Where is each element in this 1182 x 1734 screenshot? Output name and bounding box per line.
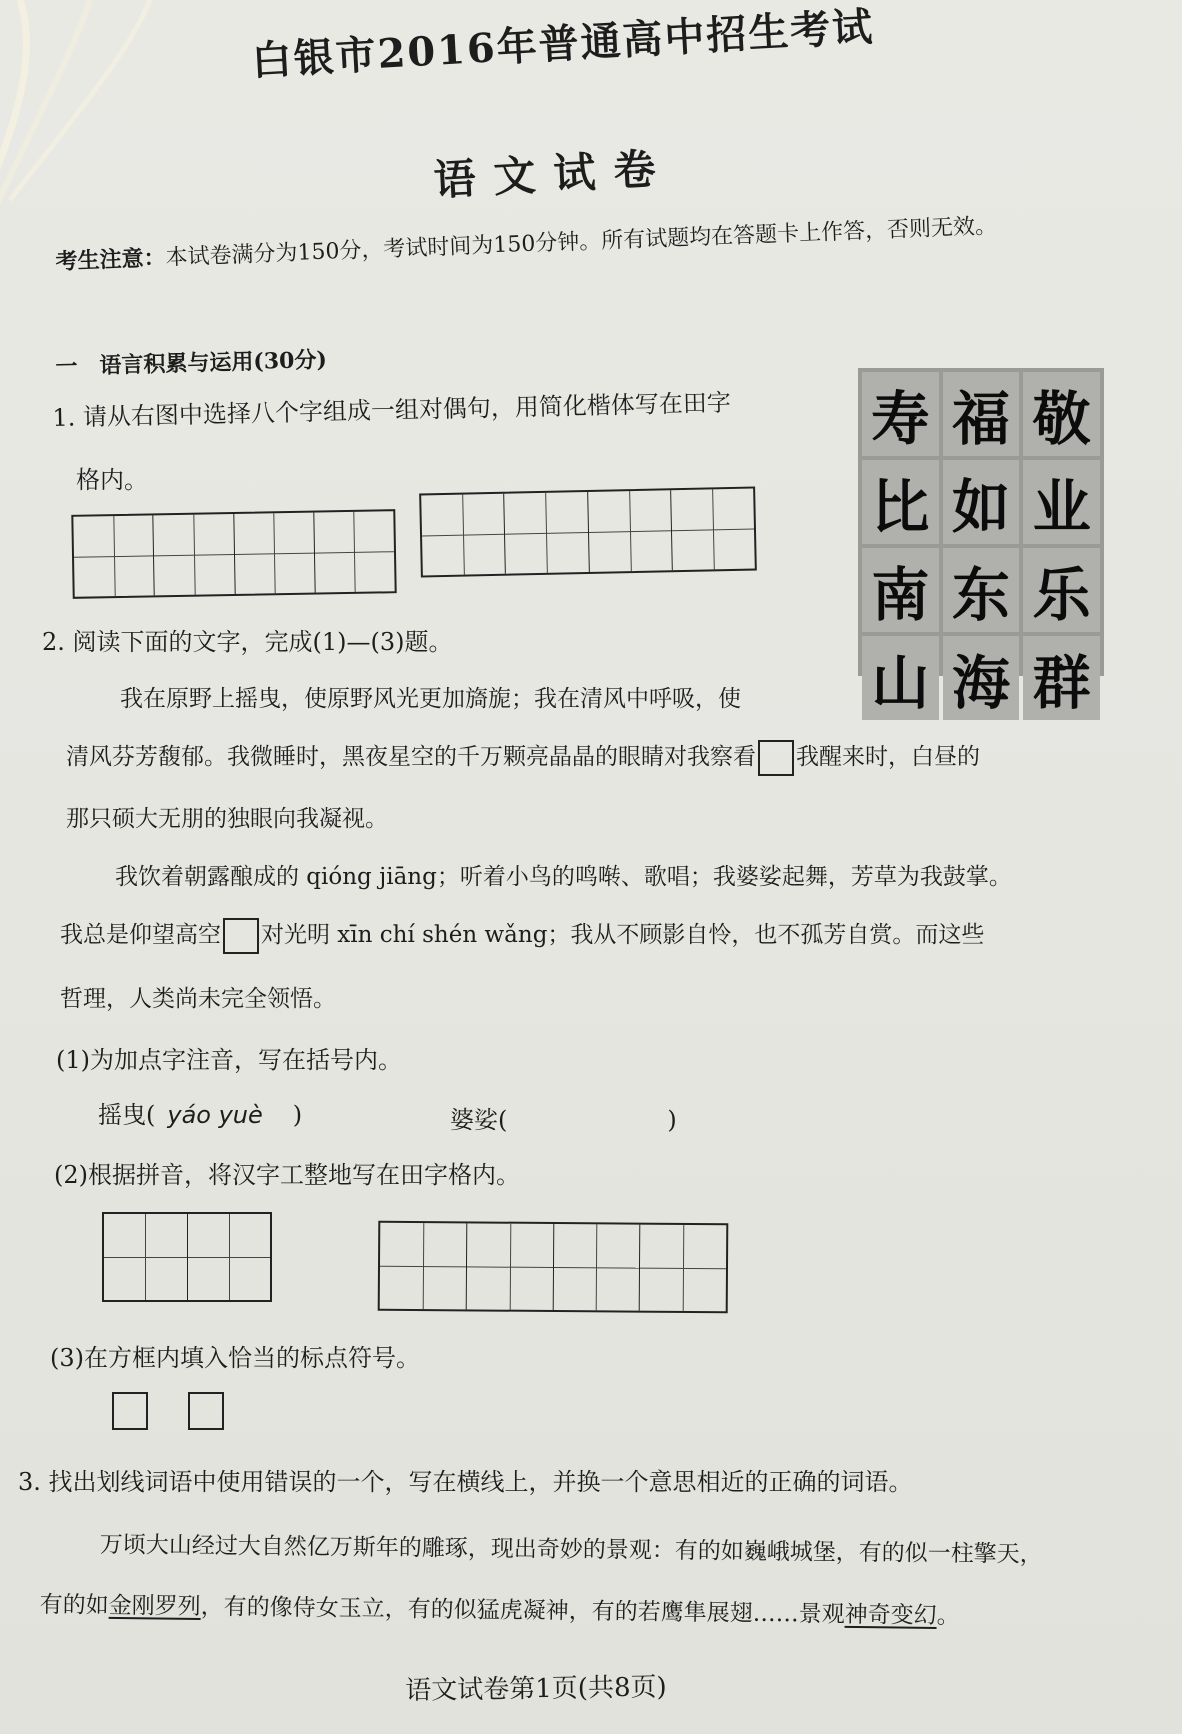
q2-p1c: 那只硕大无朋的独眼向我凝视。 [66, 806, 388, 832]
q3-line1: 3. 找出划线词语中使用错误的一个，写在横线上，并换一个意思相近的正确的词语。 [18, 1468, 913, 1496]
q2-sub2: (2)根据拼音，将汉字工整地写在田字格内。 [54, 1161, 520, 1189]
q2-sub3: (3)在方框内填入恰当的标点符号。 [50, 1344, 420, 1372]
calligraphy-char: 南 [862, 548, 939, 632]
q3-p2-mid: ，有的像侍女玉立，有的似猛虎凝神，有的若鹰隼展翅……景观 [200, 1593, 845, 1628]
exam-subtitle: 语文试卷 [432, 143, 675, 205]
binding-string [0, 0, 220, 240]
answer-box-1[interactable] [112, 1392, 148, 1430]
section-1-title: 一 语言积累与运用(30分) [55, 346, 328, 380]
q2-intro: 2. 阅读下面的文字，完成(1)—(3)题。 [42, 628, 453, 656]
q2-grid-qiongjiang[interactable] [102, 1212, 272, 1302]
q2-p1b-pre: 清风芬芳馥郁。我微睡时，黑夜星空的千万颗亮晶晶的眼睛对我察看 [66, 744, 756, 770]
punctuation-box-2[interactable] [223, 918, 259, 954]
q1-grid-right[interactable] [419, 486, 757, 577]
calligraphy-char: 群 [1023, 636, 1100, 720]
calligraphy-char: 福 [943, 372, 1020, 456]
exam-title: 白银市2016年普通高中招生考试 [250, 3, 876, 85]
word-yaoye: 摇曳( [98, 1101, 156, 1129]
q2-p2b-pre: 我总是仰望高空 [60, 922, 221, 948]
q2-sub1: (1)为加点字注音，写在括号内。 [56, 1046, 402, 1074]
q3-p1: 万顷大山经过大自然亿万斯年的雕琢，现出奇妙的景观：有的如巍峨城堡，有的似一柱擎天， [99, 1531, 1043, 1568]
q2-p2b [60, 916, 984, 954]
q3-p2-end: 。 [936, 1602, 960, 1630]
calligraphy-char: 如 [943, 460, 1020, 544]
q2-p2c: 哲理，人类尚未完全领悟。 [60, 986, 336, 1012]
calligraphy-char: 东 [943, 548, 1020, 632]
notice-label: 考生注意： [55, 244, 167, 275]
q1-line1: 1. 请从右图中选择八个字组成一组对偶句，用简化楷体写在田字 [52, 388, 732, 432]
calligraphy-char: 乐 [1023, 548, 1100, 632]
close-paren-1: ) [292, 1101, 303, 1129]
q1-line2: 格内。 [76, 466, 148, 494]
word-posuo: 婆娑( [450, 1106, 508, 1134]
q2-p2a: 我饮着朝露酿成的 qióng jiāng；听着小鸟的鸣啭、歌唱；我婆娑起舞，芳草为我鼓掌。 [115, 864, 1012, 890]
page-footer: 语文试卷第1页(共8页) [405, 1672, 667, 1706]
calligraphy-char: 海 [943, 636, 1020, 720]
q2-p2b-post: 对光明 xīn chí shén wǎng；我从不顾影自怜，也不孤芳自赏。而这些 [261, 922, 985, 948]
calligraphy-char: 寿 [862, 372, 939, 456]
close-paren-2: ) [667, 1106, 677, 1134]
q2-sub1-answer [98, 1095, 302, 1130]
handwritten-pinyin: yáo yuè [167, 1101, 263, 1129]
punctuation-box-1[interactable] [758, 740, 794, 776]
q2-p1b-post: 我醒来时，白昼的 [796, 744, 980, 770]
calligraphy-char: 敬 [1023, 372, 1100, 456]
calligraphy-char: 山 [862, 636, 939, 720]
calligraphy-char: 业 [1023, 460, 1100, 544]
q2-p1b [66, 738, 980, 776]
q1-grid-left[interactable] [71, 509, 396, 599]
notice-text: 本试卷满分为150分，考试时间为150分钟。所有试题均在答题卡上作答，否则无效。 [165, 213, 998, 271]
underlined-phrase-2: 神奇变幻 [844, 1601, 937, 1629]
q3-p2 [40, 1586, 960, 1630]
q2-p1a: 我在原野上摇曳，使原野风光更加旖旎；我在清风中呼吸，使 [120, 686, 741, 712]
calligraphy-image [858, 368, 1104, 717]
q3-p2-pre: 有的如 [39, 1591, 109, 1619]
q2-sub1-blank[interactable] [450, 1100, 677, 1135]
calligraphy-char: 比 [862, 460, 939, 544]
underlined-phrase-1: 金刚罗列 [108, 1592, 201, 1620]
q2-grid-xinchishenwang[interactable] [378, 1221, 729, 1313]
answer-box-2[interactable] [188, 1392, 224, 1430]
